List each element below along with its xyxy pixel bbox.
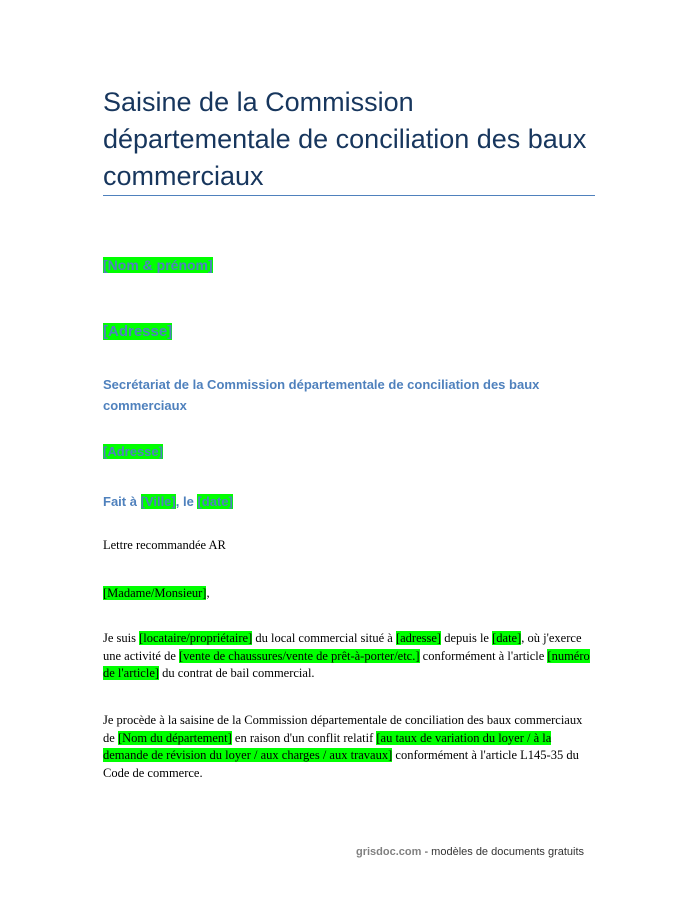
p2-department-placeholder: [Nom du département] xyxy=(117,730,232,745)
salutation-placeholder: [Madame/Monsieur] xyxy=(103,586,207,600)
paragraph-request xyxy=(103,712,593,782)
recipient-address-highlight: [Adresse] xyxy=(103,444,163,459)
p1-text-5: conformément à l'article xyxy=(419,648,548,663)
city-placeholder: [Ville] xyxy=(140,494,176,509)
footer xyxy=(356,846,584,858)
fait-middle: , le xyxy=(175,494,198,509)
footer-text: - modèles de documents gratuits xyxy=(421,846,585,858)
fait-prefix: Fait à xyxy=(103,494,141,509)
paragraph-situation xyxy=(103,630,593,683)
date-placeholder: [date] xyxy=(197,494,233,509)
p1-text-6: du contrat de bail commercial. xyxy=(159,666,315,680)
p2-text-3: conformément à l'article L145-35 du Code de commerce. xyxy=(103,748,579,780)
title-divider xyxy=(103,195,595,196)
salutation xyxy=(103,585,593,603)
p1-article-placeholder: [numéro de l'article] xyxy=(103,648,590,680)
p1-text-4: , où j'exerce une activité de xyxy=(103,631,582,663)
name-highlight: [Nom & prénom] xyxy=(103,257,213,273)
recipient-heading: Secrétariat de la Commission départementale de conciliation des baux commerciaux xyxy=(103,377,540,413)
footer-site-link[interactable]: grisdoc.com xyxy=(356,846,422,858)
p1-date-placeholder: [date] xyxy=(492,631,522,645)
document-title: Saisine de la Commission départementale de conciliation des baux commerciaux xyxy=(103,87,587,191)
p2-conflict-placeholder: [au taux de variation du loyer / à la demande de révision du loyer / aux charges / aux travaux] xyxy=(103,730,552,762)
recipient-address-placeholder xyxy=(103,444,163,459)
p1-text-1: Je suis xyxy=(103,631,140,645)
p1-address-placeholder: [adresse] xyxy=(395,631,442,645)
registered-letter-note: Lettre recommandée AR xyxy=(103,538,226,552)
p2-text-1: Je procède à la saisine de la Commission départementale de conciliation des baux commerciaux de xyxy=(103,713,583,745)
p1-text-2: du local commercial situé à xyxy=(252,631,396,645)
p1-role-placeholder: [locataire/propriétaire] xyxy=(139,631,253,645)
sender-name-placeholder xyxy=(103,257,213,273)
place-date-line xyxy=(103,494,233,509)
salutation-suffix: , xyxy=(206,586,210,600)
p1-text-3: depuis le xyxy=(441,631,493,645)
p2-text-2: en raison d'un conflit relatif xyxy=(231,730,377,745)
sender-address-placeholder xyxy=(103,323,172,340)
address-highlight: [Adresse] xyxy=(103,323,173,340)
p1-activity-placeholder: [vente de chaussures/vente de prêt-à-porter/etc.] xyxy=(179,648,420,663)
